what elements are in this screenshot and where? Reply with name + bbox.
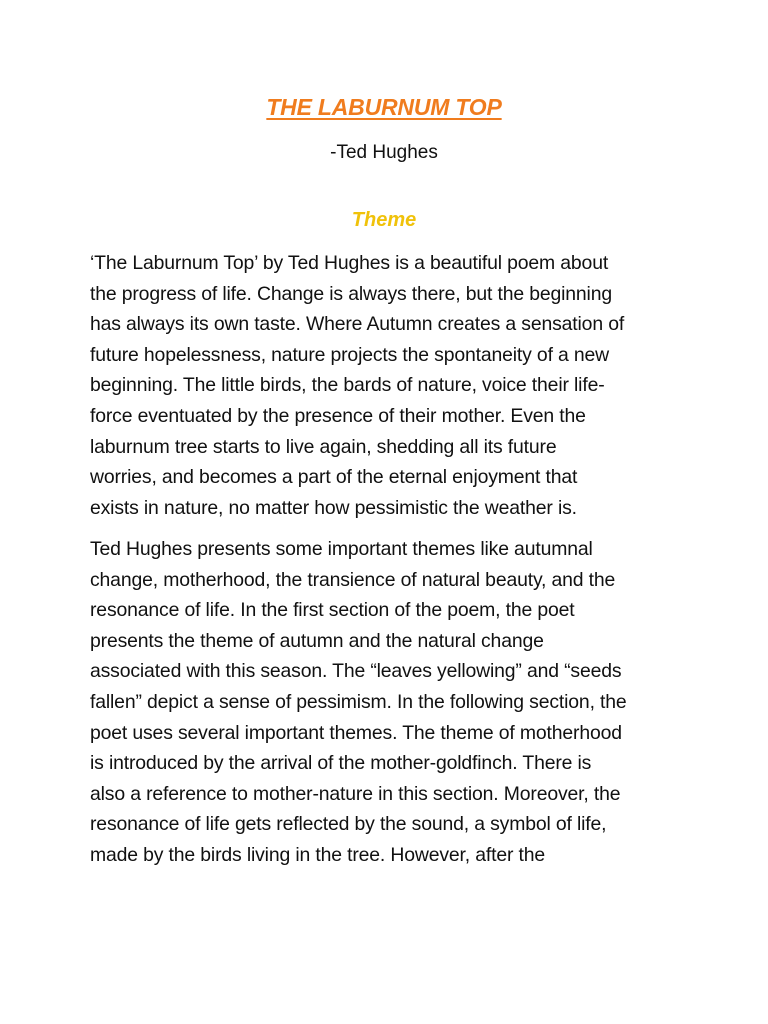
paragraph-line: is introduced by the arrival of the mother-goldfinch. There is: [90, 752, 592, 775]
paragraph-line: has always its own taste. Where Autumn creates a sensation of: [90, 313, 625, 336]
paragraph-line: force eventuated by the presence of their mother. Even the: [90, 404, 586, 427]
paragraph-line: change, motherhood, the transience of natural beauty, and the: [90, 568, 616, 591]
paragraph-line: resonance of life gets reflected by the sound, a symbol of life,: [90, 813, 607, 836]
paragraph-line: worries, and becomes a part of the eternal enjoyment that: [90, 466, 578, 489]
paragraph-line: ‘The Laburnum Top’ by Ted Hughes is a beautiful poem about: [90, 252, 609, 274]
paragraph-2: [90, 534, 690, 871]
paragraph-line: presents the theme of autumn and the natural change: [90, 629, 544, 652]
paragraph-line: exists in nature, no matter how pessimistic the weather is.: [90, 496, 577, 519]
paragraph-line: Ted Hughes presents some important themes like autumnal: [90, 538, 593, 560]
document-author: -Ted Hughes: [330, 142, 438, 163]
section-heading-theme: Theme: [351, 209, 417, 231]
paragraph-line: poet uses several important themes. The theme of motherhood: [90, 721, 622, 744]
paragraph-line: fallen” depict a sense of pessimism. In the following section, the: [90, 690, 627, 713]
paragraph-line: also a reference to mother-nature in this section. Moreover, the: [90, 782, 621, 805]
paragraph-line: laburnum tree starts to live again, shedding all its future: [90, 435, 557, 458]
paragraph-line: the progress of life. Change is always there, but the beginning: [90, 282, 612, 305]
paragraph-line: future hopelessness, nature projects the spontaneity of a new: [90, 343, 610, 366]
paragraph-line: made by the birds living in the tree. However, after the: [90, 843, 546, 866]
paragraph-line: associated with this season. The “leaves yellowing” and “seeds: [90, 660, 622, 683]
paragraph-line: beginning. The little birds, the bards of nature, voice their life-: [90, 374, 605, 397]
paragraph-line: resonance of life. In the first section of the poem, the poet: [90, 599, 575, 622]
paragraph-1: [90, 248, 690, 523]
document-title: THE LABURNUM TOP: [266, 94, 502, 120]
